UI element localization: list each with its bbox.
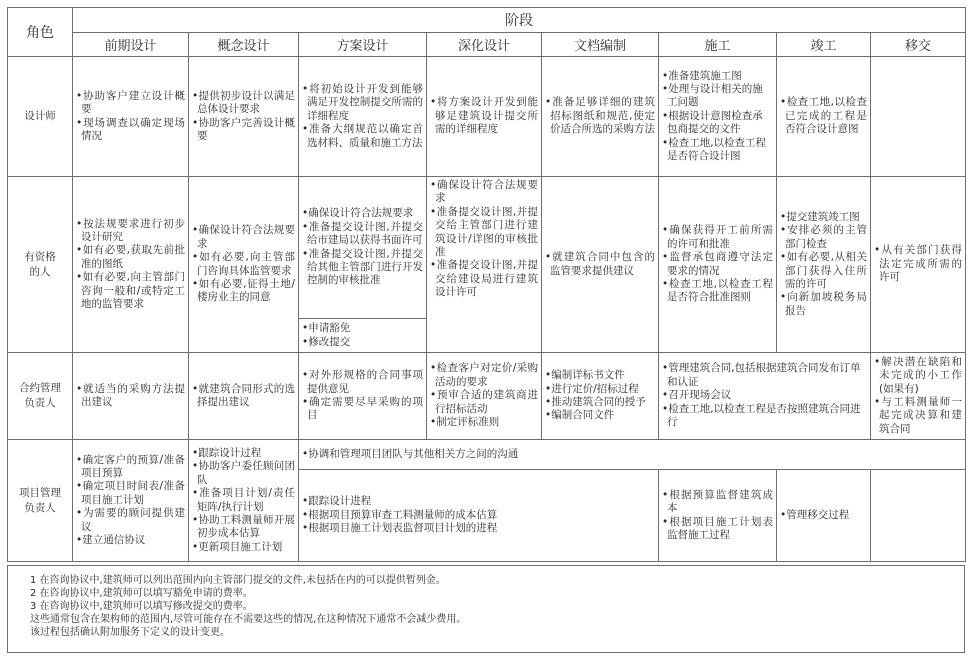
cell-item: •召开现场会议 — [662, 389, 732, 402]
cell-qualified-detail — [427, 177, 542, 353]
cell-contract-documents — [542, 353, 659, 440]
role-project-manager: 项目管理 负责人 — [8, 440, 73, 562]
cell-item: •确保设计符合法规要求 — [302, 207, 414, 220]
cell-contract-pre — [73, 353, 189, 440]
cell-pm-communication — [299, 440, 966, 470]
cell-item: •准备足够详细的建筑招标图纸和规范,使定价适合所选的采购方法 — [545, 96, 655, 136]
cell-qualified-pre — [73, 177, 189, 353]
cell-contract-handover — [871, 353, 966, 440]
cell-qualified-documents — [542, 177, 659, 353]
cell-item: •将初始设计开发到能够满足开发控制提交所需的详细程度 — [302, 82, 423, 122]
cell-pm-handover — [871, 470, 966, 562]
cell-item: •如有必要,获取先前批准的图纸 — [76, 244, 185, 270]
cell-item: •监督承包商遵守法定要求的情况 — [662, 251, 773, 277]
cell-contract-scheme — [299, 353, 427, 440]
cell-designer-completion — [777, 57, 871, 177]
cell-designer-scheme — [299, 57, 427, 177]
cell-item: •管理移交过程 — [780, 508, 850, 521]
cell-item: •协助客户完善设计概要 — [192, 116, 295, 142]
cell-item: •如有必要,征得土地/楼房业主的同意 — [192, 277, 295, 304]
footnote-4: 这些通常包含在架构师的范围内,尽管可能存在不需要这些的情况,在这种情况下通常不会减少费用。 — [30, 614, 467, 625]
cell-item: •进行定价/招标过程 — [545, 382, 639, 395]
cell-item: •根据项目预算审查工料测量师的成本估算 — [302, 508, 498, 521]
role-stage-table — [7, 7, 966, 562]
cell-qualified-completion — [777, 177, 871, 353]
cell-item: •修改提交 — [302, 335, 351, 348]
cell-item: •协助客户委任顾问团队 — [192, 460, 295, 486]
cell-item: •更新项目施工计划 — [192, 540, 283, 553]
stage-col-completion: 竣工 — [777, 33, 871, 57]
cell-item: •就建筑合同中包含的监管要求提供建议 — [545, 251, 655, 277]
cell-pm-completion — [777, 470, 871, 562]
cell-item: •检查工地,以检查已完成的工程是否符合设计意图 — [780, 96, 867, 136]
role-designer: 设计师 — [8, 57, 73, 177]
cell-item: •如有必要,从相关部门获得入住所需的许可 — [780, 251, 867, 290]
cell-contract-construction — [659, 353, 871, 440]
cell-item: •按法规要求进行初步设计研究 — [76, 217, 185, 243]
cell-designer-detail — [427, 57, 542, 177]
cell-qualified-concept — [189, 177, 299, 353]
cell-designer-documents — [542, 57, 659, 177]
cell-item: •跟踪设计进程 — [302, 495, 372, 508]
cell-item: •推动建筑合同的授予 — [545, 396, 646, 408]
stage-header: 阶段 — [73, 8, 966, 33]
cell-item: •如有必要,向主管部门咨询具体监管要求 — [192, 251, 295, 277]
cell-item: •管理建筑合同,包括根据建筑合同发布订单和认证 — [662, 362, 861, 388]
cell-item: •确定项目时间表/准备项目施工计划 — [76, 480, 185, 506]
footnotes — [7, 565, 965, 653]
stage-col-handover: 移交 — [871, 33, 966, 57]
cell-item: •编制详标书文件 — [545, 369, 625, 382]
cell-pm-concept — [189, 440, 299, 562]
cell-item: •为需要的顾问提供建议 — [76, 507, 185, 533]
cell-item: •就适当的采购方法提出建议 — [76, 382, 185, 408]
cell-item: •检查工地,以检查工程是否按照建筑合同进行 — [662, 402, 861, 429]
cell-pm-construction — [659, 470, 777, 562]
cell-item: •协助工料测量师开展初步成本估算 — [192, 513, 295, 540]
cell-item: •编制合同文件 — [545, 409, 615, 422]
stage-col-detail: 深化设计 — [427, 33, 542, 57]
cell-item: •处理与设计相关的施工问题 — [662, 82, 763, 109]
cell-item: •确保获得开工前所需的许可和批准 — [662, 224, 773, 250]
cell-item: •确定客户的预算/准备项目预算 — [76, 453, 185, 479]
cell-item: •准备提交设计图,并提交给建设局进行建筑设计许可 — [430, 259, 538, 299]
cell-designer-handover — [871, 57, 966, 177]
cell-item: •根据项目施工计划表监督施工过程 — [662, 515, 773, 541]
stage-col-pre-design: 前期设计 — [73, 33, 189, 57]
cell-pm-design-tracking — [299, 470, 659, 562]
stage-col-concept: 概念设计 — [189, 33, 299, 57]
cell-item: •准备建筑施工图 — [662, 69, 742, 82]
cell-item: •向新加坡税务局报告 — [780, 291, 867, 317]
cell-item: •检查工地,以检查工程是否符合设计图 — [662, 136, 767, 163]
footnote-3: 3 在咨询协议中,建筑师可以填写修改提交的费率。 — [30, 601, 253, 612]
cell-designer-concept — [189, 57, 299, 177]
cell-designer-pre — [73, 57, 189, 177]
cell-item: •确保设计符合法规要求 — [430, 179, 538, 205]
cell-item: •将方案设计开发到能够足建筑设计提交所需的详细程度 — [430, 96, 538, 136]
cell-qualified-scheme-main — [299, 177, 427, 319]
cell-pm-pre — [73, 440, 189, 562]
cell-item: •跟踪设计过程 — [192, 446, 262, 459]
stage-col-construction: 施工 — [659, 33, 777, 57]
cell-item: •准备提交设计图,并提交给其他主管部门进行开发控制的审核批准 — [302, 247, 423, 287]
cell-item: •如有必要,向主管部门咨询一般和/或特定工地的监管要求 — [76, 271, 185, 311]
cell-item: •就建筑合同形式的选择提出建议 — [192, 382, 295, 408]
cell-item: •确定需要尽早采购的项目 — [302, 396, 423, 422]
cell-item: •检查客户对定价/采购活动的要求 — [430, 362, 538, 388]
cell-item: •对外形规格的合同事项提供意见 — [302, 369, 423, 395]
role-contract-manager: 合约管理 负责人 — [8, 353, 73, 440]
cell-item: •根据项目施工计划表监督项目计划的进程 — [302, 522, 498, 535]
role-qualified-person: 有资格 的人 — [8, 177, 73, 353]
cell-item: •申请豁免 — [302, 322, 351, 335]
stage-col-documents: 文档编制 — [542, 33, 659, 57]
cell-item: •根据预算监督建筑成本 — [662, 488, 773, 515]
cell-item: •准备提交设计图,并提交给主管部门进行建筑设计/详图的审核批准 — [430, 205, 538, 259]
cell-item: •与工料测量师一起完成决算和建筑合同 — [874, 396, 962, 435]
cell-item: •提供初步设计以满足总体设计要求 — [192, 89, 295, 116]
cell-qualified-construction — [659, 177, 777, 353]
footnote-2: 2 在咨询协议中,建筑师可以填写豁免申请的费率。 — [30, 588, 253, 599]
cell-contract-detail — [427, 353, 542, 440]
footnote-5: 该过程包括确认附加服务下定义的设计变更。 — [30, 627, 230, 638]
cell-qualified-scheme-exemption — [299, 319, 427, 353]
cell-item: •提交建筑竣工图 — [780, 210, 860, 223]
cell-item: •制定评标准则 — [430, 416, 500, 429]
footnote-1: 1 在咨询协议中,建筑师可以列出范围内向主管部门提交的文件,未包括在内的可以提供暂列金。 — [30, 575, 446, 586]
cell-item: •准备提交设计图,并提交给市建局以获得书面许可 — [302, 220, 423, 247]
cell-item: •安排必须的主管部门检查 — [780, 224, 867, 250]
cell-item: •准备大纲规范以确定首选材料、质量和施工方法 — [302, 123, 423, 149]
cell-qualified-handover — [871, 177, 966, 353]
cell-item: •现场调查以确定现场情况 — [76, 116, 185, 142]
cell-item: •根据设计意图检查承包商提交的文件 — [662, 109, 763, 136]
cell-item: •解决潜在缺陷和未完成的小工作(如果有) — [874, 355, 962, 395]
cell-designer-construction — [659, 57, 777, 177]
cell-item: •预审合适的建筑商进行招标活动 — [430, 389, 538, 415]
cell-item: •从有关部门获得法定完成所需的许可 — [874, 244, 962, 284]
cell-item: •确保设计符合法规要求 — [192, 224, 295, 250]
cell-contract-concept — [189, 353, 299, 440]
stage-col-scheme: 方案设计 — [299, 33, 427, 57]
cell-item: •准备项目计划/责任矩阵/执行计划 — [192, 487, 295, 513]
cell-item: •协调和管理项目团队与其他相关方之间的沟通 — [302, 447, 519, 460]
cell-item: •协助客户建立设计概要 — [76, 89, 185, 116]
cell-item: •检查工地,以检查工程是否符合批准图则 — [662, 277, 773, 304]
cell-item: •建立通信协议 — [76, 534, 146, 547]
role-header: 角色 — [8, 8, 73, 57]
